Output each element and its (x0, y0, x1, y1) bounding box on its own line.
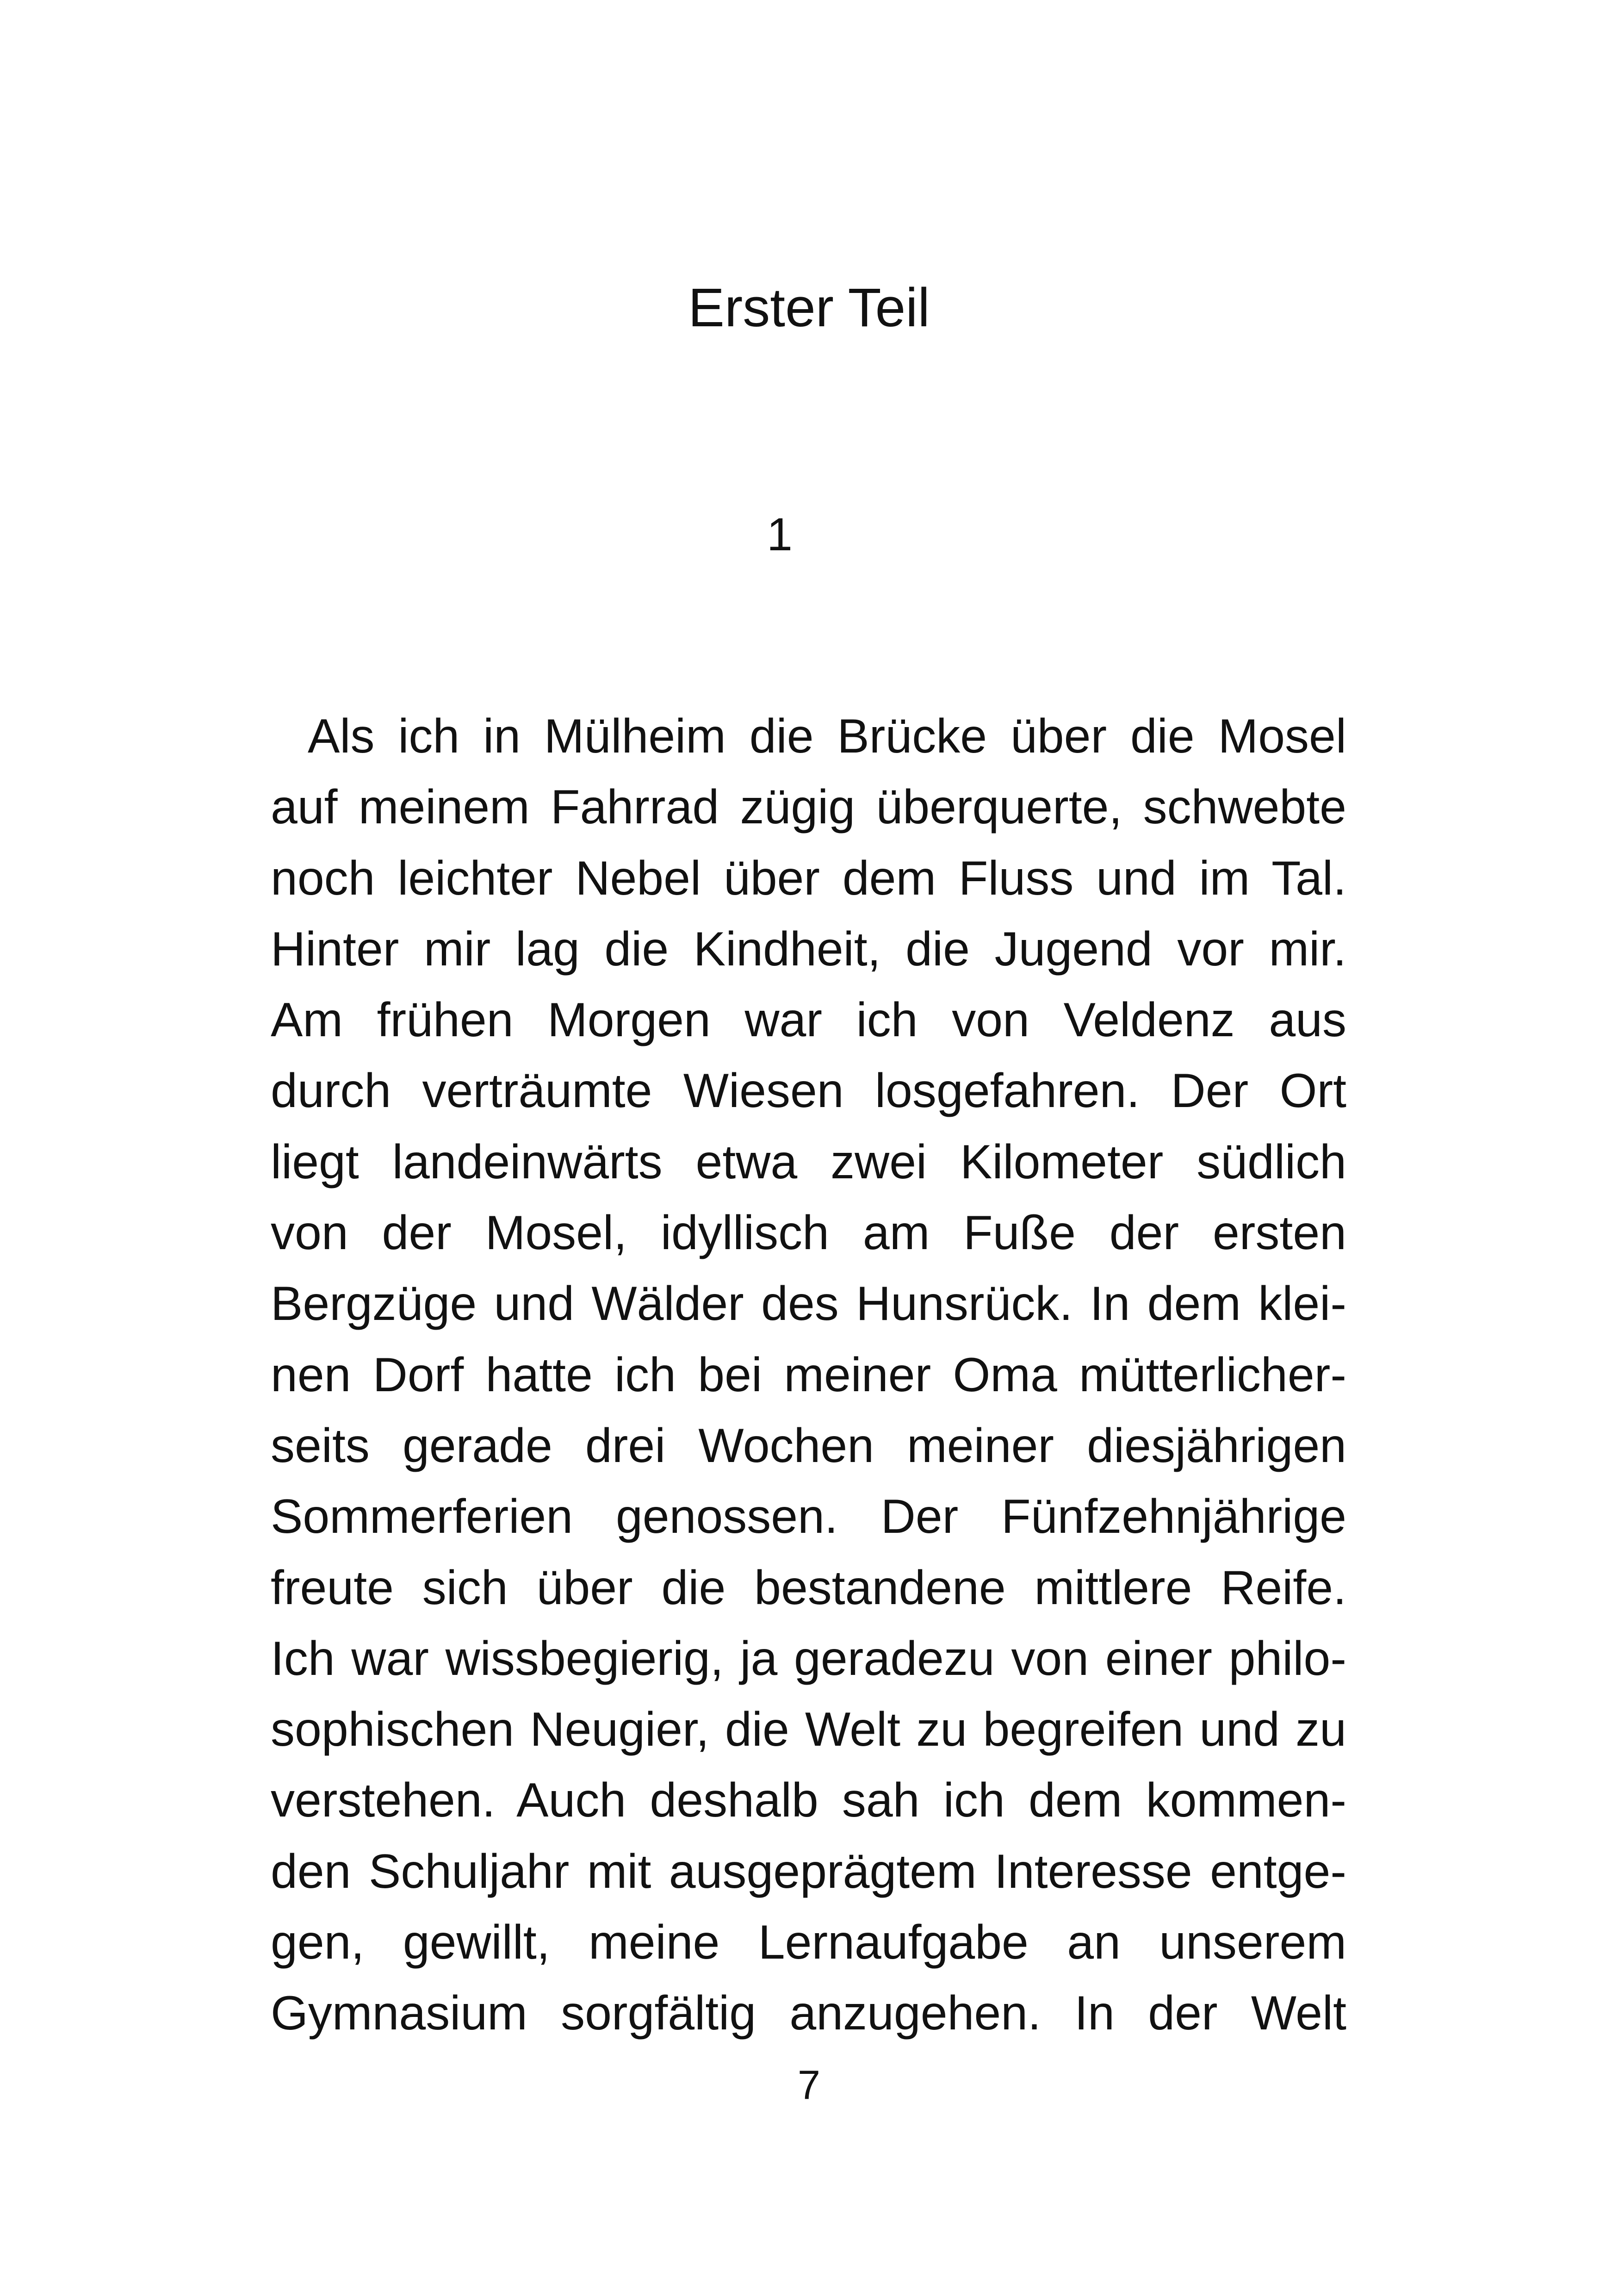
text-line: Gymnasium sorgfältig anzugehen. In der Welt (271, 1986, 1346, 2041)
text-line: den Schuljahr mit ausgeprägtem Interesse entge- (271, 1844, 1346, 1898)
text-line: noch leichter Nebel über dem Fluss und im Tal. (271, 851, 1346, 905)
text-line: Ich war wissbegierig, ja geradezu von einer philo- (271, 1631, 1346, 1686)
text-line: seits gerade drei Wochen meiner diesjährigen (271, 1419, 1346, 1473)
text-line: Am frühen Morgen war ich von Veldenz aus (271, 993, 1346, 1047)
chapter-number: 1 (767, 509, 793, 560)
part-title: Erster Teil (688, 277, 930, 338)
page-number: 7 (798, 2062, 820, 2108)
text-line: verstehen. Auch deshalb sah ich dem kommen- (271, 1773, 1346, 1828)
text-line: auf meinem Fahrrad zügig überquerte, schwebte (271, 780, 1346, 834)
text-line: freute sich über die bestandene mittlere Reife. (271, 1561, 1346, 1615)
text-line: von der Mosel, idyllisch am Fuße der ersten (271, 1206, 1346, 1260)
text-line: sophischen Neugier, die Welt zu begreifen und zu (271, 1703, 1346, 1757)
text-line: nen Dorf hatte ich bei meiner Oma mütterlicher- (271, 1348, 1346, 1402)
body-text (271, 701, 1346, 2049)
text-line: Sommerferien genossen. Der Fünfzehnjährige (271, 1490, 1346, 1544)
text-line: durch verträumte Wiesen losgefahren. Der Ort (271, 1064, 1346, 1118)
text-line: Hinter mir lag die Kindheit, die Jugend vor mir. (271, 922, 1346, 976)
text-line: liegt landeinwärts etwa zwei Kilometer südlich (271, 1135, 1346, 1189)
text-line: Als ich in Mülheim die Brücke über die Mosel (308, 709, 1346, 763)
text-line: gen, gewillt, meine Lernaufgabe an unserem (271, 1916, 1346, 1970)
text-line: Bergzüge und Wälder des Hunsrück. In dem klei- (271, 1277, 1346, 1331)
